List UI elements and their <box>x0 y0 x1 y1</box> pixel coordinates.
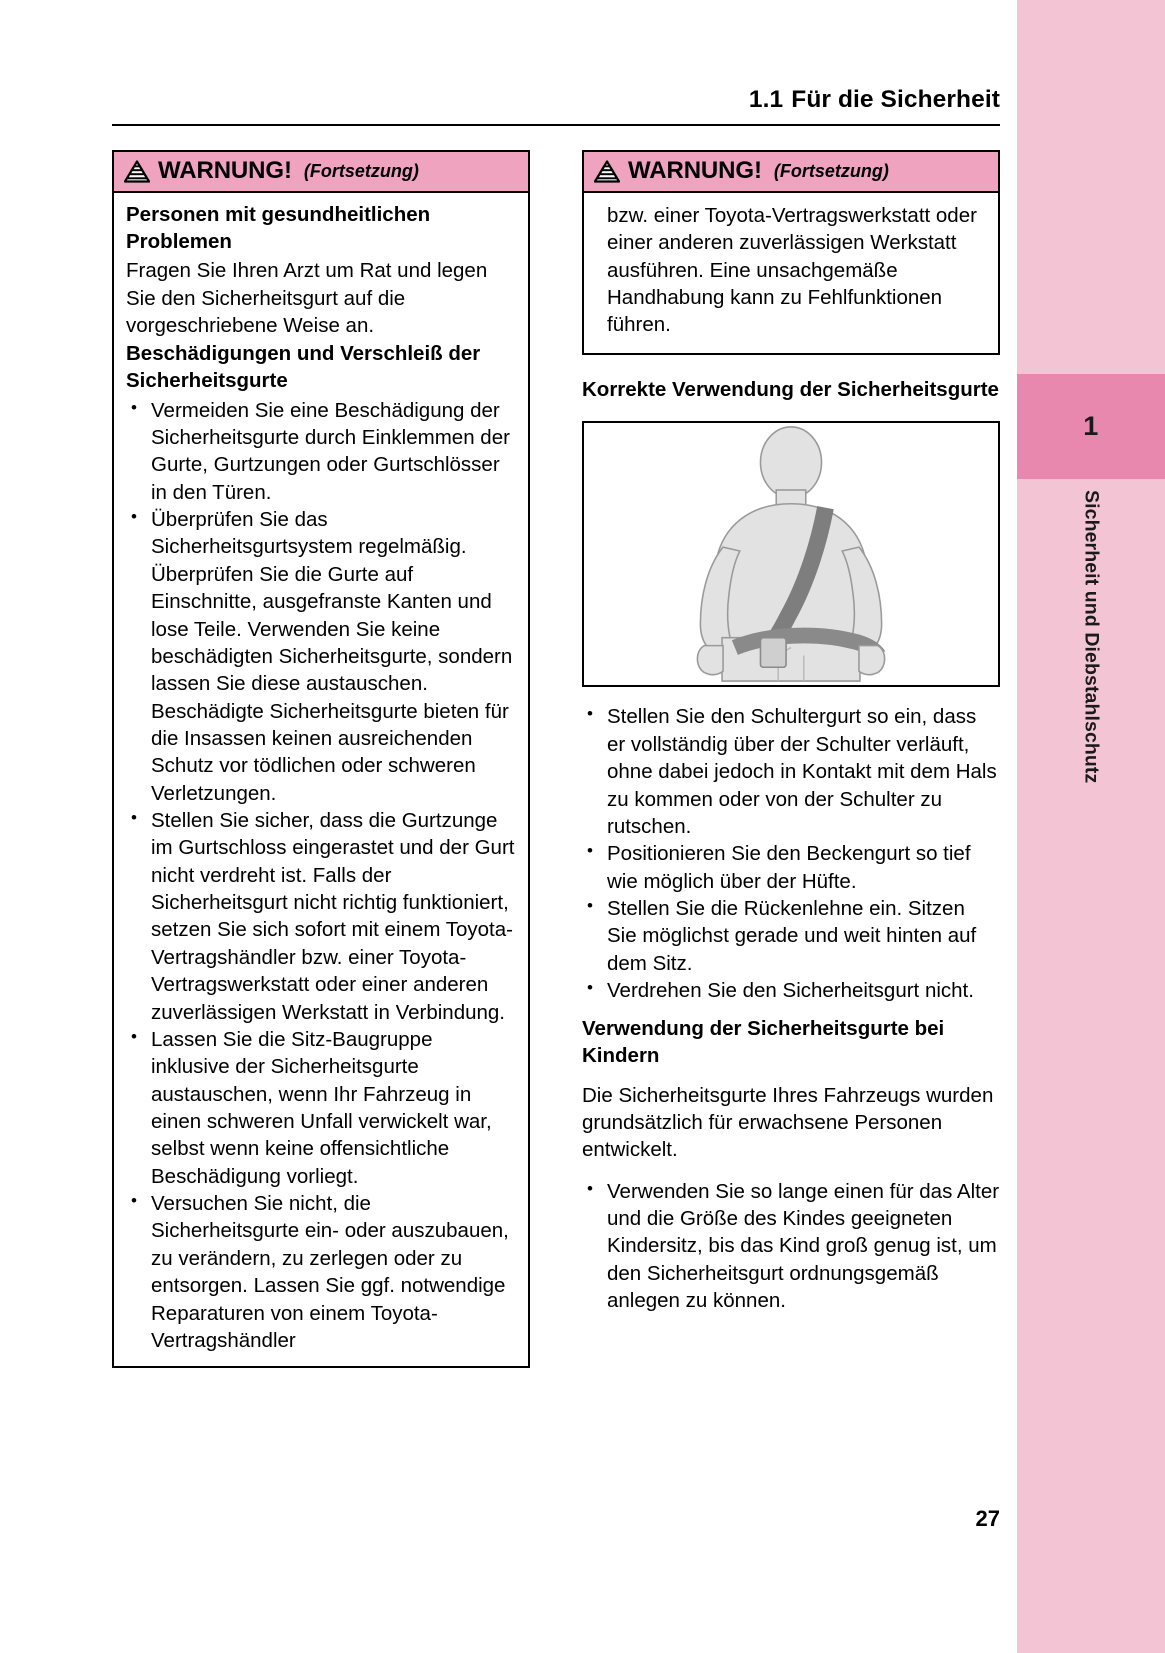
list-item: • Lassen Sie die Sitz-Baugruppe inklusive der Sicherheitsgurte austauschen, wenn Ihr Fahrzeug in einen schweren Unfall verwickelt war, selbst wenn keine offensichtliche Beschädigung vorliegt. <box>126 1026 516 1190</box>
right-column <box>582 150 1000 1315</box>
warning-title: WARNUNG! <box>158 157 292 184</box>
chapter-label-text: Sicherheit und Diebstahlschutz <box>1080 490 1103 784</box>
list-item: • Stellen Sie den Schultergurt so ein, dass er vollständig über der Schulter verläuft, ohne dabei jedoch in Kontakt mit dem Hals zu kommen oder von der Schulter zu rutschen. <box>582 703 1000 840</box>
warning-triangle-icon <box>594 160 620 183</box>
section-heading-correct-use: Korrekte Verwendung der Sicherheitsgurte <box>582 377 999 401</box>
warning-triangle-icon <box>124 160 150 183</box>
warning-box-right <box>582 150 1000 355</box>
list-item: • Positionieren Sie den Beckengurt so tief wie möglich über der Hüfte. <box>582 840 1000 895</box>
list-item: • Überprüfen Sie das Sicherheitsgurtsystem regelmäßig. Überprüfen Sie die Gurte auf Einschnitte, ausgefranste Kanten und lose Teile. Verwenden Sie keine beschädigten Sicherheitsgurte, sondern lassen Sie diese austauschen. Beschädigte Sicherheitsgurte bieten für die Insassen keinen ausreichenden Schutz vor tödlichen oder schweren Verletzungen. <box>126 506 516 807</box>
list-item: • Vermeiden Sie eine Beschädigung der Sicherheitsgurte durch Einklemmen der Gurte, Gurtzungen oder Gurtschlösser in den Türen. <box>126 397 516 506</box>
children-bullet-list <box>582 1178 1000 1315</box>
warning-title: WARNUNG! <box>628 157 762 184</box>
warning-paragraph-continued: bzw. einer Toyota-Vertragswerkstatt oder einer anderen zuverlässigen Werkstatt ausführen. Eine unsachgemäße Handhabung kann zu Fehlfunktionen führen. <box>607 204 977 337</box>
list-item: • Stellen Sie sicher, dass die Gurtzunge im Gurtschloss eingerastet und der Gurt nicht verdreht ist. Falls der Sicherheitsgurt nicht richtig funktioniert, setzen Sie sich sofort mit einem Toyota-Vertragshändler bzw. einer Toyota-Vertragswerkstatt oder einer anderen zuverlässigen Werkstatt in Verbindung. <box>126 807 516 1026</box>
chapter-number: 1 <box>1083 411 1099 441</box>
warning-box-left <box>112 150 530 1368</box>
list-item: • Verdrehen Sie den Sicherheitsgurt nicht. <box>582 977 1000 1004</box>
seatbelt-correct-use-illustration <box>582 421 1000 687</box>
warning-box-right-body <box>584 193 998 353</box>
warning-bullet-list-left <box>126 397 516 1355</box>
warning-paragraph-health: Fragen Sie Ihren Arzt um Rat und legen Sie den Sicherheitsgurt auf die vorgeschriebene Weise an. <box>126 259 488 337</box>
warning-box-right-header <box>584 152 998 193</box>
warning-heading-health: Personen mit gesundheitlichen Problemen <box>126 203 431 253</box>
section-heading-children: Verwendung der Sicherheitsgurte bei Kindern <box>582 1017 945 1068</box>
correct-use-bullet-list <box>582 703 1000 1004</box>
page-number: 27 <box>975 1506 1000 1531</box>
list-item: • Stellen Sie die Rückenlehne ein. Sitzen Sie möglichst gerade und weit hinten auf dem Sitz. <box>582 895 1000 977</box>
chapter-label <box>1017 490 1165 920</box>
header-divider <box>112 124 1000 126</box>
section-title: Für die Sicherheit <box>791 86 1000 113</box>
warning-continuation-label: (Fortsetzung) <box>303 160 419 181</box>
children-paragraph: Die Sicherheitsgurte Ihres Fahrzeugs wurden grundsätzlich für erwachsene Personen entwickelt. <box>582 1083 994 1162</box>
list-item: • Versuchen Sie nicht, die Sicherheitsgurte ein- oder auszubauen, zu verändern, zu zerlegen oder zu entsorgen. Lassen Sie ggf. notwendige Reparaturen von einem Toyota-Vertragshändler <box>126 1190 516 1354</box>
warning-continuation-label: (Fortsetzung) <box>773 160 889 181</box>
warning-heading-damage: Beschädigungen und Verschleiß der Sicherheitsgurte <box>126 342 481 392</box>
warning-box-left-body <box>114 193 528 1366</box>
list-item: • Verwenden Sie so lange einen für das Alter und die Größe des Kindes geeigneten Kindersitz, bis das Kind groß genug ist, um den Sicherheitsgurt ordnungsgemäß anlegen zu können. <box>582 1178 1000 1315</box>
page-header <box>112 86 1000 114</box>
section-number: 1.1 <box>748 86 784 113</box>
warning-box-left-header <box>114 152 528 193</box>
left-column <box>112 150 530 1368</box>
